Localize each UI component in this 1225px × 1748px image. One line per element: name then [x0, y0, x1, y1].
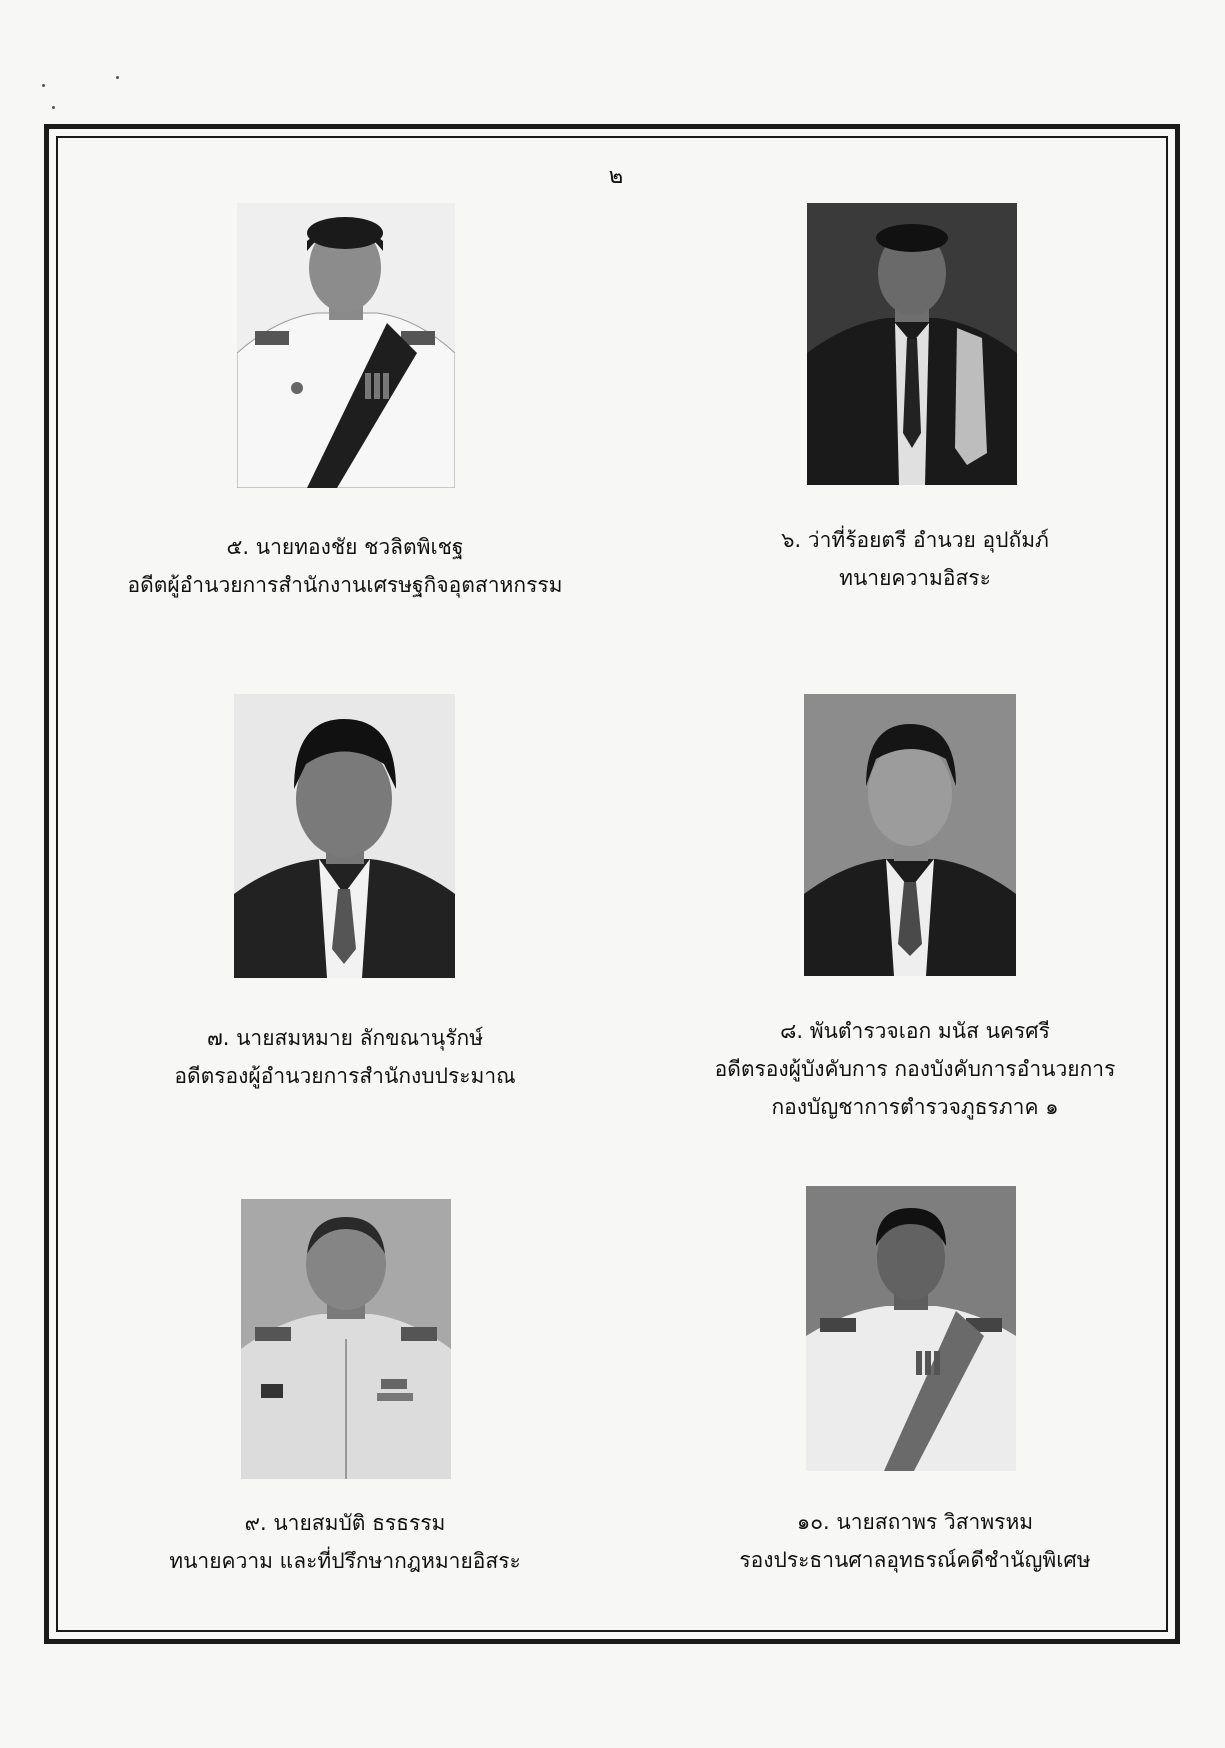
- person-caption-10: [655, 1503, 1175, 1579]
- portrait-photo-7: [234, 694, 455, 978]
- scan-speck: [42, 84, 45, 87]
- scan-speck: [116, 76, 119, 79]
- person-caption-6: [655, 521, 1175, 597]
- person-name: ๖. ว่าที่ร้อยตรี อำนวย อุปถัมภ์: [781, 528, 1049, 552]
- scan-speck: [52, 106, 55, 109]
- person-name: ๑๐. นายสถาพร วิสาพรหม: [796, 1510, 1034, 1534]
- person-title: ทนายความอิสระ: [839, 566, 991, 590]
- person-caption-7: [85, 1019, 605, 1095]
- person-name: ๘. พันตำรวจเอก มนัส นครศรี: [780, 1019, 1050, 1043]
- portrait-photo-10: [806, 1186, 1016, 1471]
- person-caption-5: [85, 528, 605, 604]
- person-name: ๙. นายสมบัติ ธรธรรม: [244, 1511, 446, 1535]
- portrait-photo-6: [807, 203, 1017, 485]
- person-title: อดีตผู้อำนวยการสำนักงานเศรษฐกิจอุตสาหกรรม: [127, 573, 563, 597]
- person-title: รองประธานศาลอุทธรณ์คดีชำนัญพิเศษ: [739, 1548, 1091, 1572]
- portrait-photo-5: [237, 203, 455, 488]
- portrait-photo-9: [241, 1199, 451, 1479]
- person-title: กองบัญชาการตำรวจภูธรภาค ๑: [771, 1095, 1059, 1119]
- person-name: ๕. นายทองชัย ชวลิตพิเชฐ: [226, 535, 464, 559]
- person-caption-8: [655, 1012, 1175, 1126]
- person-caption-9: [85, 1504, 605, 1580]
- person-title: อดีตรองผู้อำนวยการสำนักงบประมาณ: [174, 1064, 516, 1088]
- page-number: ๒: [608, 164, 624, 189]
- portrait-photo-8: [804, 694, 1016, 976]
- person-title: อดีตรองผู้บังคับการ กองบังคับการอำนวยการ: [714, 1057, 1116, 1081]
- person-title: ทนายความ และที่ปรึกษากฎหมายอิสระ: [169, 1549, 521, 1573]
- person-name: ๗. นายสมหมาย ลักขณานุรักษ์: [206, 1026, 484, 1050]
